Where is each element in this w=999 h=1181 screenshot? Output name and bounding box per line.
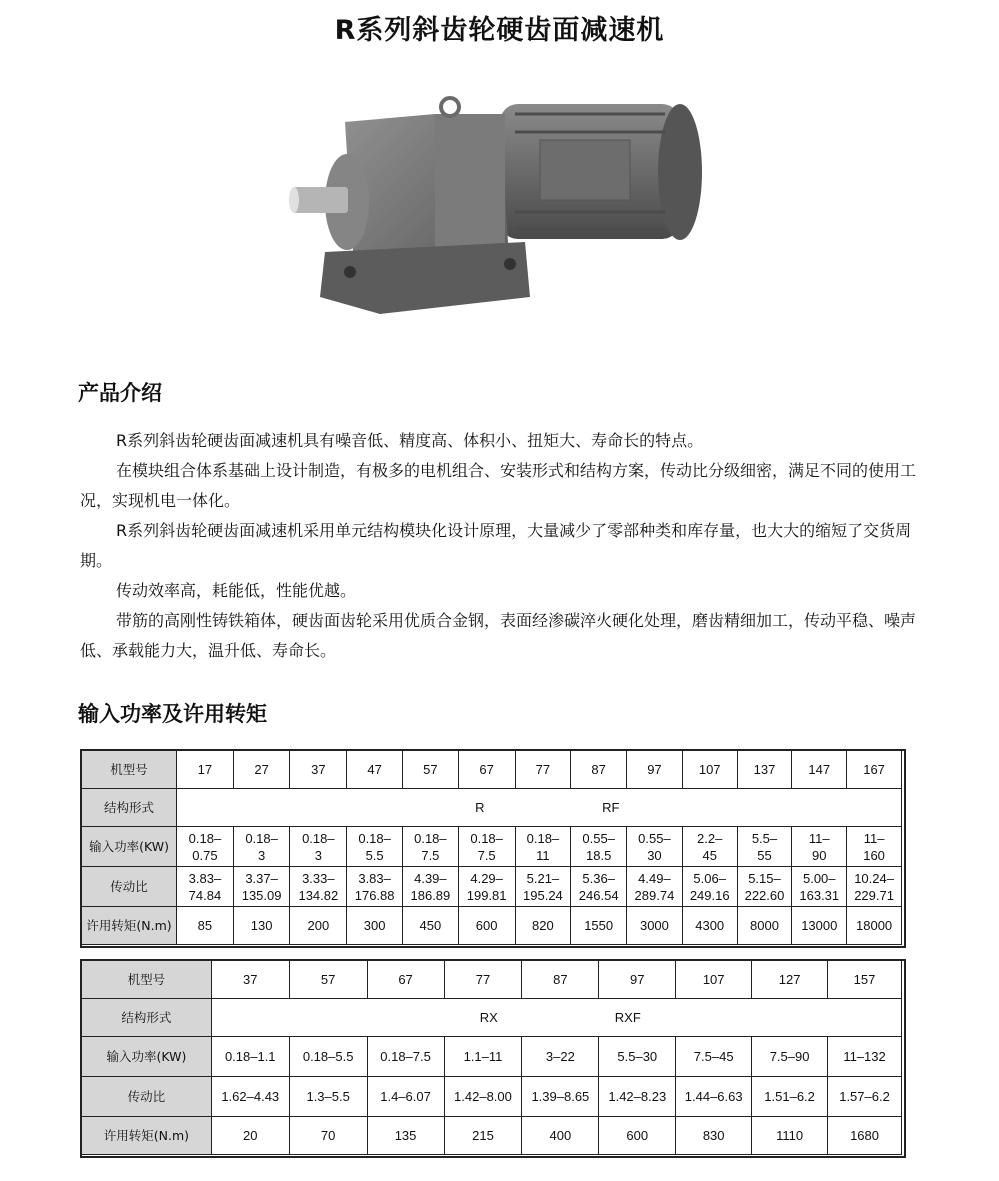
structure-cell <box>177 789 902 827</box>
cell-line-bottom: 160 <box>863 847 885 863</box>
cell-line-bottom: 199.81 <box>466 887 507 903</box>
gear-reducer-photo <box>285 92 725 327</box>
table-cell <box>458 867 515 907</box>
table-cell: 20 <box>211 1117 289 1155</box>
table-cell: 1550 <box>571 907 627 945</box>
cell-line-bottom: 7.5 <box>421 847 440 863</box>
table-row-structure <box>82 999 902 1037</box>
table-row-power <box>82 827 902 867</box>
table-cell: 147 <box>792 751 847 789</box>
table-cell <box>177 827 234 867</box>
table-cell <box>177 867 234 907</box>
cell-line-bottom: 222.60 <box>744 887 785 903</box>
table-cell: 37 <box>290 751 347 789</box>
intro-text <box>80 426 920 666</box>
cell-line-top: 0.55– <box>638 830 671 846</box>
table-cell: 67 <box>367 961 444 999</box>
cell-line-top: 11– <box>808 830 830 846</box>
cell-line-top: 3.83– <box>188 870 222 886</box>
table-cell <box>737 827 792 867</box>
table-cell: 1.1–11 <box>444 1037 522 1077</box>
table-cell: 11–132 <box>828 1037 902 1077</box>
table-cell <box>458 827 515 867</box>
cell-line-bottom: 3 <box>257 847 266 863</box>
cell-line-bottom: 176.88 <box>354 887 395 903</box>
cell-line-bottom: 74.84 <box>188 887 222 903</box>
row-label-ratio: 传动比 <box>82 1077 212 1117</box>
table-cell <box>347 827 403 867</box>
cell-line-top: 0.18– <box>414 830 447 846</box>
table-cell <box>571 867 627 907</box>
table-cell: 85 <box>177 907 234 945</box>
table-cell: 1.57–6.2 <box>828 1077 902 1117</box>
table-cell <box>515 827 571 867</box>
table-row-structure <box>82 789 902 827</box>
cell-line-top: 0.18– <box>245 830 278 846</box>
structure-cell <box>211 999 901 1037</box>
table-cell: 17 <box>177 751 234 789</box>
table-cell: 400 <box>522 1117 599 1155</box>
structure-value-a: R <box>475 800 485 815</box>
table-cell: 37 <box>211 961 289 999</box>
table-cell: 13000 <box>792 907 847 945</box>
table-cell: 0.18–5.5 <box>289 1037 367 1077</box>
cell-line-top: 5.5– <box>751 830 778 846</box>
table-cell: 1680 <box>828 1117 902 1155</box>
table-cell <box>403 867 459 907</box>
cell-line-top: 10.24– <box>854 870 894 886</box>
cell-line-bottom: 7.5 <box>477 847 496 863</box>
cell-line-bottom: 3 <box>314 847 322 863</box>
table-cell: 87 <box>571 751 627 789</box>
table-cell: 127 <box>752 961 828 999</box>
cell-line-bottom: 289.74 <box>634 887 675 903</box>
table-cell: 87 <box>522 961 599 999</box>
cell-line-bottom: 55 <box>757 847 772 863</box>
table-cell <box>233 827 290 867</box>
table-cell: 18000 <box>847 907 902 945</box>
cell-line-top: 0.18– <box>302 830 335 846</box>
cell-line-bottom: 186.89 <box>410 887 451 903</box>
cell-line-top: 0.18– <box>470 830 503 846</box>
row-label-structure: 结构形式 <box>82 999 212 1037</box>
table-cell: 167 <box>847 751 902 789</box>
row-label-structure: 结构形式 <box>82 789 177 827</box>
cell-line-bottom: 249.16 <box>689 887 730 903</box>
table-cell <box>682 827 737 867</box>
table-cell: 3–22 <box>522 1037 599 1077</box>
intro-paragraph-5: 带筋的高刚性铸铁箱体，硬齿面齿轮采用优质合金钢，表面经渗碳淬火硬化处理，磨齿精细加工，传动平稳、噪声低、承载能力大，温升低、寿命长。 <box>80 611 917 660</box>
row-label-torque: 许用转矩(N.m) <box>82 907 177 945</box>
spec-table-rx-series <box>81 960 902 1155</box>
table-cell: 1.4–6.07 <box>367 1077 444 1117</box>
page-title: R系列斜齿轮硬齿面减速机 <box>334 15 665 46</box>
table-row-ratio <box>82 1077 902 1117</box>
cell-line-bottom: 90 <box>812 847 827 863</box>
table-cell: 107 <box>676 961 752 999</box>
cell-line-bottom: 163.31 <box>799 887 840 903</box>
table-cell <box>515 867 571 907</box>
cell-line-top: 5.00– <box>802 870 836 886</box>
row-label-torque: 许用转矩(N.m) <box>82 1117 212 1155</box>
table-cell: 0.18–7.5 <box>367 1037 444 1077</box>
cell-line-top: 4.49– <box>638 870 671 886</box>
cell-line-bottom: 30 <box>647 847 662 863</box>
table-cell: 157 <box>828 961 902 999</box>
table-cell: 107 <box>682 751 737 789</box>
row-label-power: 输入功率(KW) <box>82 1037 212 1077</box>
row-label-ratio: 传动比 <box>82 867 177 907</box>
table-cell: 135 <box>367 1117 444 1155</box>
cell-line-bottom: 18.5 <box>586 847 612 863</box>
table-row-power <box>82 1037 902 1077</box>
table-cell: 67 <box>458 751 515 789</box>
table-cell: 4300 <box>682 907 737 945</box>
table-cell: 830 <box>676 1117 752 1155</box>
cell-line-top: 3.33– <box>302 870 335 886</box>
spec-table-r-series <box>81 750 902 945</box>
cell-line-top: 0.55– <box>582 830 615 846</box>
table-row-torque <box>82 907 902 945</box>
table-cell: 8000 <box>737 907 792 945</box>
cell-line-bottom: 135.09 <box>241 887 282 903</box>
structure-value-b: RF <box>602 800 620 815</box>
table-cell <box>792 827 847 867</box>
cell-line-top: 5.36– <box>582 870 615 886</box>
table-cell: 3000 <box>627 907 683 945</box>
table-cell <box>571 827 627 867</box>
cell-line-bottom: 134.82 <box>298 887 339 903</box>
table-cell <box>347 867 403 907</box>
table-cell <box>792 867 847 907</box>
table-cell: 97 <box>627 751 683 789</box>
intro-paragraph-2: 在模块组合体系基础上设计制造，有极多的电机组合、安装形式和结构方案，传动比分级细密，满足不同的使用工况，实现机电一体化。 <box>80 461 917 510</box>
table-cell: 1.51–6.2 <box>752 1077 828 1117</box>
table-cell: 1.62–4.43 <box>211 1077 289 1117</box>
table-cell: 1.39–8.65 <box>522 1077 599 1117</box>
cell-line-top: 3.83– <box>358 870 391 886</box>
cell-line-top: 11– <box>863 830 885 846</box>
table-cell: 1.42–8.23 <box>599 1077 676 1117</box>
cell-line-top: 4.39– <box>414 870 447 886</box>
cell-line-top: 5.06– <box>693 870 726 886</box>
table-cell: 70 <box>289 1117 367 1155</box>
table-cell: 1.44–6.63 <box>676 1077 752 1117</box>
cell-line-top: 0.18– <box>188 830 222 846</box>
table-row-torque <box>82 1117 902 1155</box>
cell-line-bottom: 229.71 <box>854 887 894 903</box>
table-cell: 600 <box>599 1117 676 1155</box>
table-cell: 137 <box>737 751 792 789</box>
cell-line-top: 5.15– <box>748 870 781 886</box>
structure-value-b: RXF <box>614 1010 641 1025</box>
table-cell <box>627 827 683 867</box>
cell-line-top: 0.18– <box>358 830 391 846</box>
table-cell: 130 <box>233 907 290 945</box>
table-cell: 57 <box>403 751 459 789</box>
table-cell: 57 <box>289 961 367 999</box>
cell-line-top: 2.2– <box>697 830 723 846</box>
table-row-model <box>82 961 902 999</box>
table-row-ratio <box>82 867 902 907</box>
section-heading-specs: 输入功率及许用转矩 <box>78 702 267 726</box>
table-cell <box>847 867 902 907</box>
table-cell: 7.5–45 <box>676 1037 752 1077</box>
table-cell <box>290 827 347 867</box>
cell-line-top: 4.29– <box>470 870 503 886</box>
cell-line-bottom: 0.75 <box>192 847 218 863</box>
cell-line-bottom: 246.54 <box>578 887 619 903</box>
table-cell: 27 <box>233 751 290 789</box>
table-cell: 47 <box>347 751 403 789</box>
intro-paragraph-1: R系列斜齿轮硬齿面减速机具有噪音低、精度高、体积小、扭矩大、寿命长的特点。 <box>116 431 704 450</box>
table-cell: 215 <box>444 1117 522 1155</box>
table-cell: 450 <box>403 907 459 945</box>
table-cell <box>290 867 347 907</box>
table-cell: 820 <box>515 907 571 945</box>
table-cell: 77 <box>515 751 571 789</box>
table-cell <box>233 867 290 907</box>
table-cell: 97 <box>599 961 676 999</box>
table-cell <box>737 867 792 907</box>
structure-value-a: RX <box>479 1010 498 1025</box>
table-cell: 600 <box>458 907 515 945</box>
cell-line-bottom: 11 <box>536 847 550 863</box>
intro-paragraph-4: 传动效率高，耗能低，性能优越。 <box>116 581 357 600</box>
cell-line-top: 3.37– <box>245 870 278 886</box>
cell-line-top: 0.18– <box>526 830 560 846</box>
table-cell: 0.18–1.1 <box>211 1037 289 1077</box>
cell-line-bottom: 45 <box>702 847 717 863</box>
table-cell: 7.5–90 <box>752 1037 828 1077</box>
table-cell: 1.42–8.00 <box>444 1077 522 1117</box>
table-cell: 1.3–5.5 <box>289 1077 367 1117</box>
cell-line-bottom: 195.24 <box>523 887 563 903</box>
section-heading-intro: 产品介绍 <box>78 381 162 405</box>
table-cell <box>627 867 683 907</box>
table-cell <box>403 827 459 867</box>
table-cell: 200 <box>290 907 347 945</box>
table-cell <box>847 827 902 867</box>
table-cell <box>682 867 737 907</box>
table-cell: 1110 <box>752 1117 828 1155</box>
table-cell: 77 <box>444 961 522 999</box>
table-cell: 300 <box>347 907 403 945</box>
intro-paragraph-3: R系列斜齿轮硬齿面减速机采用单元结构模块化设计原理，大量减少了零部种类和库存量，也大大的缩短了交货周期。 <box>80 521 912 570</box>
cell-line-top: 5.21– <box>526 870 560 886</box>
row-label-model: 机型号 <box>82 961 212 999</box>
cell-line-bottom: 5.5 <box>365 847 384 863</box>
table-cell: 5.5–30 <box>599 1037 676 1077</box>
row-label-power: 输入功率(KW) <box>82 827 177 867</box>
table-row-model <box>82 751 902 789</box>
row-label-model: 机型号 <box>82 751 177 789</box>
